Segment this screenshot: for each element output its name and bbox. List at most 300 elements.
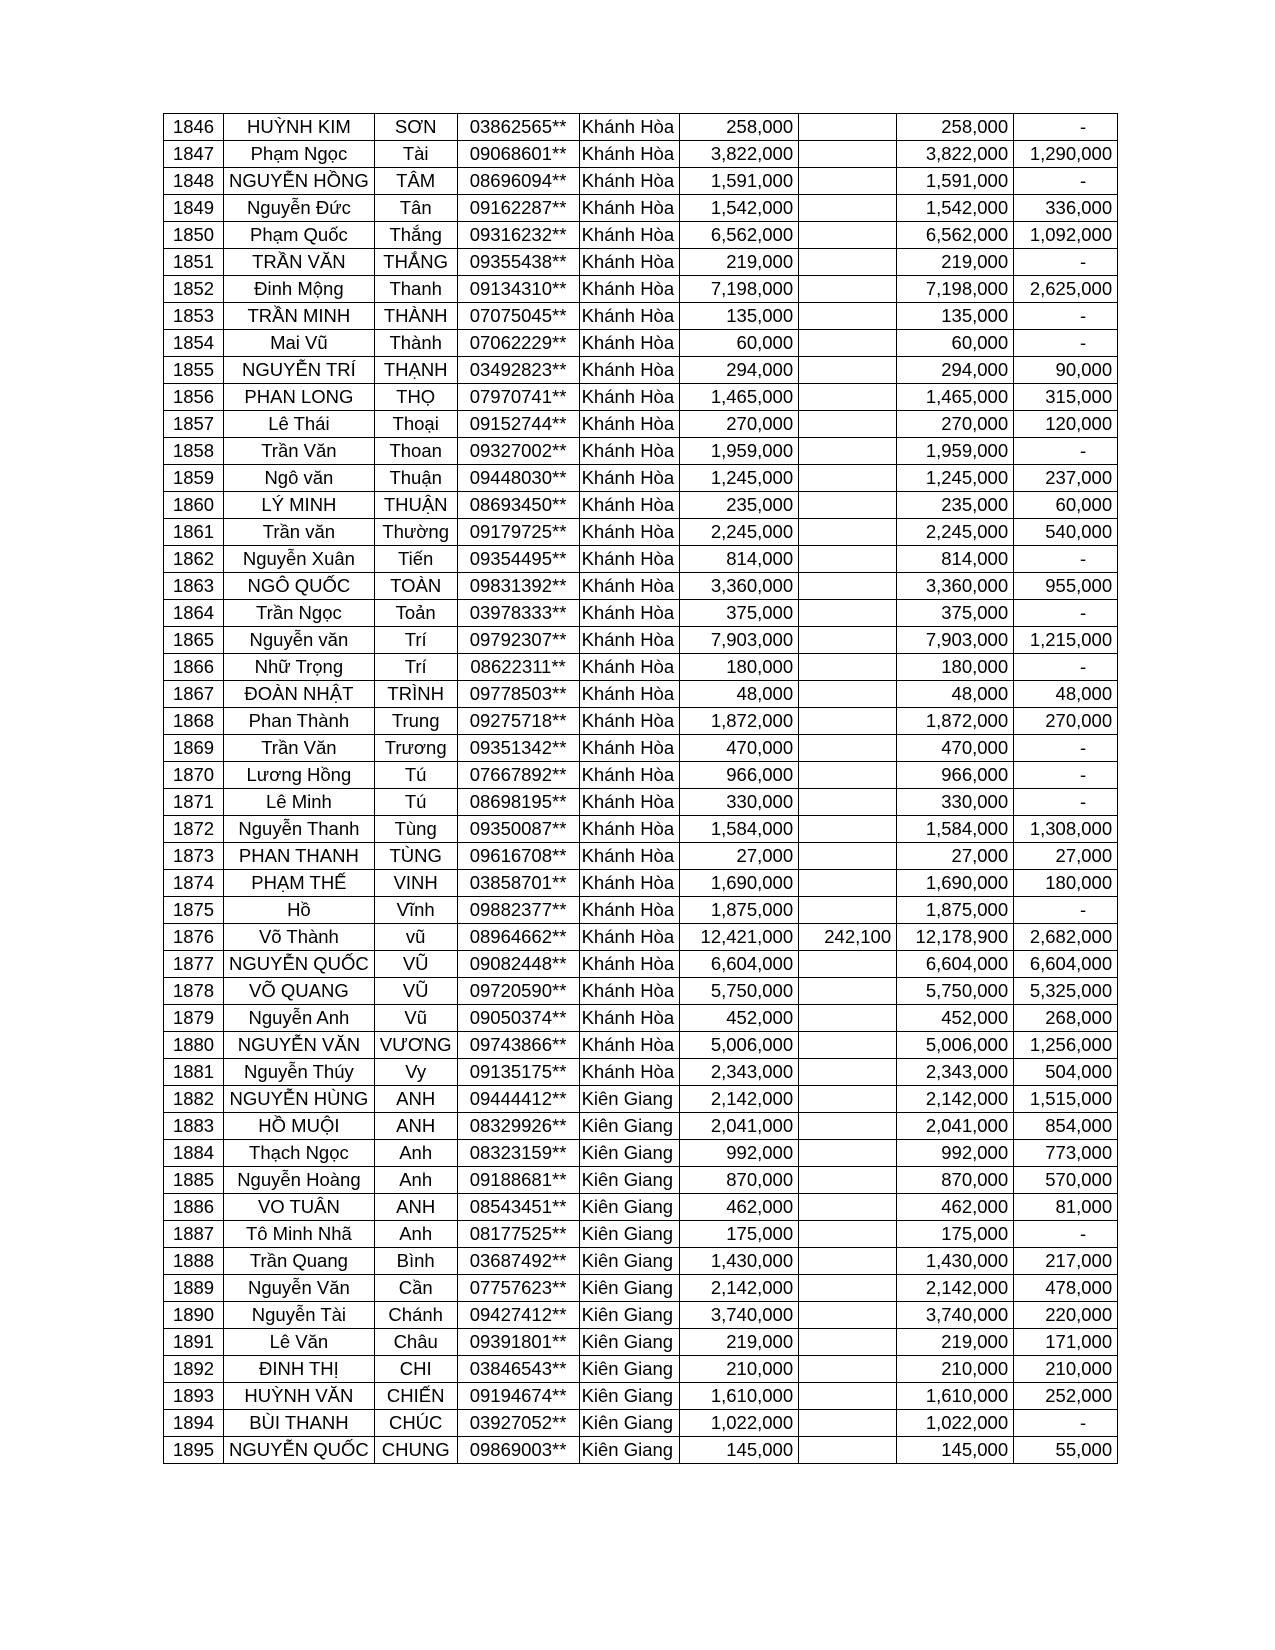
row-number-cell: 1885	[164, 1167, 224, 1194]
net-amount-cell: 1,542,000	[897, 195, 1014, 222]
given-name-cell: TÙNG	[374, 843, 457, 870]
phone-cell: 09350087**	[457, 816, 579, 843]
surname-cell: Nguyễn Văn	[224, 1275, 375, 1302]
phone-cell: 09391801**	[457, 1329, 579, 1356]
paid-cell: 48,000	[1014, 681, 1118, 708]
net-amount-cell: 1,959,000	[897, 438, 1014, 465]
surname-cell: Trần Văn	[224, 735, 375, 762]
table-row	[164, 870, 1118, 897]
table-row	[164, 1248, 1118, 1275]
province-cell: Khánh Hòa	[579, 978, 680, 1005]
table-row	[164, 843, 1118, 870]
deduction-cell	[799, 276, 897, 303]
paid-cell: 854,000	[1014, 1113, 1118, 1140]
row-number-cell: 1887	[164, 1221, 224, 1248]
surname-cell: HỒ MUỘI	[224, 1113, 375, 1140]
row-number-cell: 1874	[164, 870, 224, 897]
deduction-cell	[799, 303, 897, 330]
paid-cell: 60,000	[1014, 492, 1118, 519]
row-number-cell: 1856	[164, 384, 224, 411]
deduction-cell	[799, 438, 897, 465]
given-name-cell: Châu	[374, 1329, 457, 1356]
given-name-cell: CHÚC	[374, 1410, 457, 1437]
province-cell: Khánh Hòa	[579, 330, 680, 357]
phone-cell: 08696094**	[457, 168, 579, 195]
deduction-cell	[799, 573, 897, 600]
table-row	[164, 1194, 1118, 1221]
amount-cell: 175,000	[680, 1221, 799, 1248]
province-cell: Khánh Hòa	[579, 843, 680, 870]
surname-cell: Nguyễn Đức	[224, 195, 375, 222]
given-name-cell: Thuận	[374, 465, 457, 492]
net-amount-cell: 1,245,000	[897, 465, 1014, 492]
row-number-cell: 1852	[164, 276, 224, 303]
amount-cell: 7,198,000	[680, 276, 799, 303]
paid-cell: -	[1014, 789, 1118, 816]
table-row	[164, 1059, 1118, 1086]
paid-cell: -	[1014, 114, 1118, 141]
phone-cell: 07757623**	[457, 1275, 579, 1302]
given-name-cell: SƠN	[374, 114, 457, 141]
deduction-cell	[799, 1248, 897, 1275]
given-name-cell: TOÀN	[374, 573, 457, 600]
amount-cell: 1,430,000	[680, 1248, 799, 1275]
deduction-cell	[799, 411, 897, 438]
surname-cell: NGUYỄN QUỐC	[224, 951, 375, 978]
paid-cell: 570,000	[1014, 1167, 1118, 1194]
paid-cell: 1,215,000	[1014, 627, 1118, 654]
table-row	[164, 114, 1118, 141]
surname-cell: NGUYỄN QUỐC	[224, 1437, 375, 1464]
table-row	[164, 951, 1118, 978]
given-name-cell: Chánh	[374, 1302, 457, 1329]
given-name-cell: Vĩnh	[374, 897, 457, 924]
table-row	[164, 384, 1118, 411]
deduction-cell	[799, 330, 897, 357]
phone-cell: 08177525**	[457, 1221, 579, 1248]
phone-cell: 09831392**	[457, 573, 579, 600]
given-name-cell: CHUNG	[374, 1437, 457, 1464]
deduction-cell	[799, 384, 897, 411]
row-number-cell: 1866	[164, 654, 224, 681]
row-number-cell: 1894	[164, 1410, 224, 1437]
province-cell: Khánh Hòa	[579, 708, 680, 735]
table-row	[164, 627, 1118, 654]
deduction-cell	[799, 762, 897, 789]
paid-cell: 955,000	[1014, 573, 1118, 600]
amount-cell: 2,142,000	[680, 1275, 799, 1302]
net-amount-cell: 219,000	[897, 1329, 1014, 1356]
row-number-cell: 1882	[164, 1086, 224, 1113]
phone-cell: 09134310**	[457, 276, 579, 303]
deduction-cell	[799, 1329, 897, 1356]
given-name-cell: THỌ	[374, 384, 457, 411]
surname-cell: LÝ MINH	[224, 492, 375, 519]
province-cell: Khánh Hòa	[579, 627, 680, 654]
net-amount-cell: 48,000	[897, 681, 1014, 708]
table-row	[164, 222, 1118, 249]
row-number-cell: 1854	[164, 330, 224, 357]
row-number-cell: 1888	[164, 1248, 224, 1275]
paid-cell: 478,000	[1014, 1275, 1118, 1302]
paid-cell: -	[1014, 249, 1118, 276]
province-cell: Kiên Giang	[579, 1356, 680, 1383]
given-name-cell: Bình	[374, 1248, 457, 1275]
amount-cell: 870,000	[680, 1167, 799, 1194]
province-cell: Khánh Hòa	[579, 762, 680, 789]
phone-cell: 09194674**	[457, 1383, 579, 1410]
data-sheet	[163, 113, 1118, 1464]
given-name-cell: VƯƠNG	[374, 1032, 457, 1059]
phone-cell: 09135175**	[457, 1059, 579, 1086]
phone-cell: 07062229**	[457, 330, 579, 357]
deduction-cell	[799, 1113, 897, 1140]
row-number-cell: 1855	[164, 357, 224, 384]
amount-cell: 2,245,000	[680, 519, 799, 546]
deduction-cell	[799, 1437, 897, 1464]
row-number-cell: 1870	[164, 762, 224, 789]
net-amount-cell: 3,822,000	[897, 141, 1014, 168]
paid-cell: 1,308,000	[1014, 816, 1118, 843]
table-row	[164, 168, 1118, 195]
paid-cell: -	[1014, 1410, 1118, 1437]
row-number-cell: 1868	[164, 708, 224, 735]
row-number-cell: 1873	[164, 843, 224, 870]
given-name-cell: THẮNG	[374, 249, 457, 276]
net-amount-cell: 2,041,000	[897, 1113, 1014, 1140]
province-cell: Khánh Hòa	[579, 519, 680, 546]
amount-cell: 5,006,000	[680, 1032, 799, 1059]
paid-cell: 504,000	[1014, 1059, 1118, 1086]
amount-cell: 1,875,000	[680, 897, 799, 924]
table-row	[164, 1086, 1118, 1113]
net-amount-cell: 5,006,000	[897, 1032, 1014, 1059]
net-amount-cell: 6,562,000	[897, 222, 1014, 249]
amount-cell: 1,465,000	[680, 384, 799, 411]
given-name-cell: ANH	[374, 1113, 457, 1140]
paid-cell: 237,000	[1014, 465, 1118, 492]
table-row	[164, 573, 1118, 600]
phone-cell: 08964662**	[457, 924, 579, 951]
table-row	[164, 519, 1118, 546]
table-row	[164, 735, 1118, 762]
row-number-cell: 1867	[164, 681, 224, 708]
given-name-cell: VŨ	[374, 978, 457, 1005]
province-cell: Khánh Hòa	[579, 384, 680, 411]
table-row	[164, 816, 1118, 843]
table-row	[164, 708, 1118, 735]
deduction-cell	[799, 1005, 897, 1032]
amount-cell: 145,000	[680, 1437, 799, 1464]
deduction-cell	[799, 735, 897, 762]
row-number-cell: 1865	[164, 627, 224, 654]
paid-cell: -	[1014, 897, 1118, 924]
table-row	[164, 438, 1118, 465]
given-name-cell: Thoan	[374, 438, 457, 465]
table-row	[164, 924, 1118, 951]
row-number-cell: 1863	[164, 573, 224, 600]
province-cell: Kiên Giang	[579, 1410, 680, 1437]
province-cell: Khánh Hòa	[579, 951, 680, 978]
table-row	[164, 465, 1118, 492]
table-row	[164, 1437, 1118, 1464]
row-number-cell: 1849	[164, 195, 224, 222]
records-table	[163, 113, 1118, 1464]
paid-cell: 540,000	[1014, 519, 1118, 546]
net-amount-cell: 2,142,000	[897, 1275, 1014, 1302]
surname-cell: HUỲNH VĂN	[224, 1383, 375, 1410]
net-amount-cell: 2,245,000	[897, 519, 1014, 546]
amount-cell: 3,740,000	[680, 1302, 799, 1329]
amount-cell: 966,000	[680, 762, 799, 789]
paid-cell: 180,000	[1014, 870, 1118, 897]
row-number-cell: 1850	[164, 222, 224, 249]
row-number-cell: 1859	[164, 465, 224, 492]
province-cell: Khánh Hòa	[579, 114, 680, 141]
table-row	[164, 276, 1118, 303]
surname-cell: Hồ	[224, 897, 375, 924]
phone-cell: 09616708**	[457, 843, 579, 870]
phone-cell: 09792307**	[457, 627, 579, 654]
phone-cell: 03492823**	[457, 357, 579, 384]
deduction-cell	[799, 1086, 897, 1113]
paid-cell: 773,000	[1014, 1140, 1118, 1167]
province-cell: Khánh Hòa	[579, 249, 680, 276]
phone-cell: 03687492**	[457, 1248, 579, 1275]
amount-cell: 180,000	[680, 654, 799, 681]
province-cell: Khánh Hòa	[579, 681, 680, 708]
amount-cell: 1,959,000	[680, 438, 799, 465]
deduction-cell	[799, 465, 897, 492]
table-row	[164, 1383, 1118, 1410]
net-amount-cell: 470,000	[897, 735, 1014, 762]
row-number-cell: 1851	[164, 249, 224, 276]
net-amount-cell: 27,000	[897, 843, 1014, 870]
province-cell: Kiên Giang	[579, 1086, 680, 1113]
surname-cell: NGUYỄN VĂN	[224, 1032, 375, 1059]
amount-cell: 219,000	[680, 249, 799, 276]
net-amount-cell: 7,903,000	[897, 627, 1014, 654]
table-row	[164, 654, 1118, 681]
table-row	[164, 1167, 1118, 1194]
given-name-cell: Tiến	[374, 546, 457, 573]
deduction-cell	[799, 708, 897, 735]
paid-cell: -	[1014, 600, 1118, 627]
surname-cell: TRẦN MINH	[224, 303, 375, 330]
paid-cell: -	[1014, 168, 1118, 195]
row-number-cell: 1848	[164, 168, 224, 195]
province-cell: Kiên Giang	[579, 1221, 680, 1248]
given-name-cell: Trí	[374, 654, 457, 681]
given-name-cell: VŨ	[374, 951, 457, 978]
province-cell: Khánh Hòa	[579, 492, 680, 519]
table-row	[164, 141, 1118, 168]
surname-cell: Lương Hồng	[224, 762, 375, 789]
deduction-cell	[799, 249, 897, 276]
surname-cell: Đinh Mộng	[224, 276, 375, 303]
phone-cell: 09188681**	[457, 1167, 579, 1194]
surname-cell: Trần Ngọc	[224, 600, 375, 627]
row-number-cell: 1872	[164, 816, 224, 843]
phone-cell: 07667892**	[457, 762, 579, 789]
phone-cell: 08693450**	[457, 492, 579, 519]
given-name-cell: THÀNH	[374, 303, 457, 330]
given-name-cell: Trương	[374, 735, 457, 762]
province-cell: Khánh Hòa	[579, 546, 680, 573]
row-number-cell: 1846	[164, 114, 224, 141]
surname-cell: NGUYỄN TRÍ	[224, 357, 375, 384]
deduction-cell	[799, 195, 897, 222]
surname-cell: Ngô văn	[224, 465, 375, 492]
paid-cell: 252,000	[1014, 1383, 1118, 1410]
deduction-cell	[799, 951, 897, 978]
province-cell: Khánh Hòa	[579, 1032, 680, 1059]
amount-cell: 294,000	[680, 357, 799, 384]
net-amount-cell: 7,198,000	[897, 276, 1014, 303]
net-amount-cell: 966,000	[897, 762, 1014, 789]
given-name-cell: Thường	[374, 519, 457, 546]
amount-cell: 5,750,000	[680, 978, 799, 1005]
province-cell: Kiên Giang	[579, 1194, 680, 1221]
row-number-cell: 1858	[164, 438, 224, 465]
province-cell: Kiên Giang	[579, 1383, 680, 1410]
table-row	[164, 897, 1118, 924]
amount-cell: 1,610,000	[680, 1383, 799, 1410]
given-name-cell: THẠNH	[374, 357, 457, 384]
phone-cell: 09082448**	[457, 951, 579, 978]
phone-cell: 09354495**	[457, 546, 579, 573]
deduction-cell	[799, 816, 897, 843]
deduction-cell	[799, 1059, 897, 1086]
given-name-cell: ANH	[374, 1194, 457, 1221]
phone-cell: 03858701**	[457, 870, 579, 897]
province-cell: Khánh Hòa	[579, 357, 680, 384]
row-number-cell: 1847	[164, 141, 224, 168]
net-amount-cell: 145,000	[897, 1437, 1014, 1464]
amount-cell: 1,584,000	[680, 816, 799, 843]
paid-cell: 268,000	[1014, 1005, 1118, 1032]
given-name-cell: Tài	[374, 141, 457, 168]
net-amount-cell: 135,000	[897, 303, 1014, 330]
deduction-cell	[799, 1302, 897, 1329]
net-amount-cell: 219,000	[897, 249, 1014, 276]
table-row	[164, 1221, 1118, 1248]
deduction-cell	[799, 1032, 897, 1059]
given-name-cell: Thoại	[374, 411, 457, 438]
surname-cell: Thạch Ngọc	[224, 1140, 375, 1167]
province-cell: Kiên Giang	[579, 1437, 680, 1464]
net-amount-cell: 235,000	[897, 492, 1014, 519]
amount-cell: 330,000	[680, 789, 799, 816]
phone-cell: 03846543**	[457, 1356, 579, 1383]
province-cell: Khánh Hòa	[579, 897, 680, 924]
table-row	[164, 330, 1118, 357]
table-row	[164, 357, 1118, 384]
province-cell: Khánh Hòa	[579, 303, 680, 330]
given-name-cell: Tú	[374, 789, 457, 816]
surname-cell: NGUYỄN HỒNG	[224, 168, 375, 195]
amount-cell: 60,000	[680, 330, 799, 357]
phone-cell: 09179725**	[457, 519, 579, 546]
net-amount-cell: 294,000	[897, 357, 1014, 384]
table-row	[164, 1329, 1118, 1356]
phone-cell: 07970741**	[457, 384, 579, 411]
paid-cell: 217,000	[1014, 1248, 1118, 1275]
surname-cell: Lê Thái	[224, 411, 375, 438]
phone-cell: 09778503**	[457, 681, 579, 708]
deduction-cell	[799, 222, 897, 249]
net-amount-cell: 452,000	[897, 1005, 1014, 1032]
phone-cell: 08698195**	[457, 789, 579, 816]
surname-cell: BÙI THANH	[224, 1410, 375, 1437]
surname-cell: VÕ QUANG	[224, 978, 375, 1005]
net-amount-cell: 1,875,000	[897, 897, 1014, 924]
surname-cell: VO TUÂN	[224, 1194, 375, 1221]
paid-cell: 315,000	[1014, 384, 1118, 411]
paid-cell: 220,000	[1014, 1302, 1118, 1329]
row-number-cell: 1864	[164, 600, 224, 627]
surname-cell: Lê Minh	[224, 789, 375, 816]
paid-cell: 120,000	[1014, 411, 1118, 438]
province-cell: Khánh Hòa	[579, 168, 680, 195]
surname-cell: ĐOÀN NHẬT	[224, 681, 375, 708]
paid-cell: 2,682,000	[1014, 924, 1118, 951]
given-name-cell: Tùng	[374, 816, 457, 843]
amount-cell: 2,041,000	[680, 1113, 799, 1140]
province-cell: Khánh Hòa	[579, 141, 680, 168]
surname-cell: Trần Văn	[224, 438, 375, 465]
deduction-cell	[799, 681, 897, 708]
net-amount-cell: 1,872,000	[897, 708, 1014, 735]
province-cell: Khánh Hòa	[579, 600, 680, 627]
row-number-cell: 1891	[164, 1329, 224, 1356]
amount-cell: 1,542,000	[680, 195, 799, 222]
deduction-cell	[799, 843, 897, 870]
province-cell: Khánh Hòa	[579, 276, 680, 303]
row-number-cell: 1883	[164, 1113, 224, 1140]
province-cell: Khánh Hòa	[579, 789, 680, 816]
net-amount-cell: 5,750,000	[897, 978, 1014, 1005]
paid-cell: 81,000	[1014, 1194, 1118, 1221]
phone-cell: 09068601**	[457, 141, 579, 168]
net-amount-cell: 60,000	[897, 330, 1014, 357]
amount-cell: 462,000	[680, 1194, 799, 1221]
net-amount-cell: 992,000	[897, 1140, 1014, 1167]
net-amount-cell: 258,000	[897, 114, 1014, 141]
table-row	[164, 1410, 1118, 1437]
paid-cell: 171,000	[1014, 1329, 1118, 1356]
given-name-cell: TÂM	[374, 168, 457, 195]
row-number-cell: 1853	[164, 303, 224, 330]
amount-cell: 210,000	[680, 1356, 799, 1383]
deduction-cell	[799, 357, 897, 384]
surname-cell: Nguyễn văn	[224, 627, 375, 654]
row-number-cell: 1860	[164, 492, 224, 519]
paid-cell: -	[1014, 1221, 1118, 1248]
province-cell: Khánh Hòa	[579, 654, 680, 681]
province-cell: Khánh Hòa	[579, 195, 680, 222]
phone-cell: 08622311**	[457, 654, 579, 681]
amount-cell: 2,343,000	[680, 1059, 799, 1086]
table-row	[164, 600, 1118, 627]
table-row	[164, 546, 1118, 573]
given-name-cell: Anh	[374, 1221, 457, 1248]
phone-cell: 09355438**	[457, 249, 579, 276]
row-number-cell: 1869	[164, 735, 224, 762]
row-number-cell: 1862	[164, 546, 224, 573]
given-name-cell: VINH	[374, 870, 457, 897]
net-amount-cell: 870,000	[897, 1167, 1014, 1194]
